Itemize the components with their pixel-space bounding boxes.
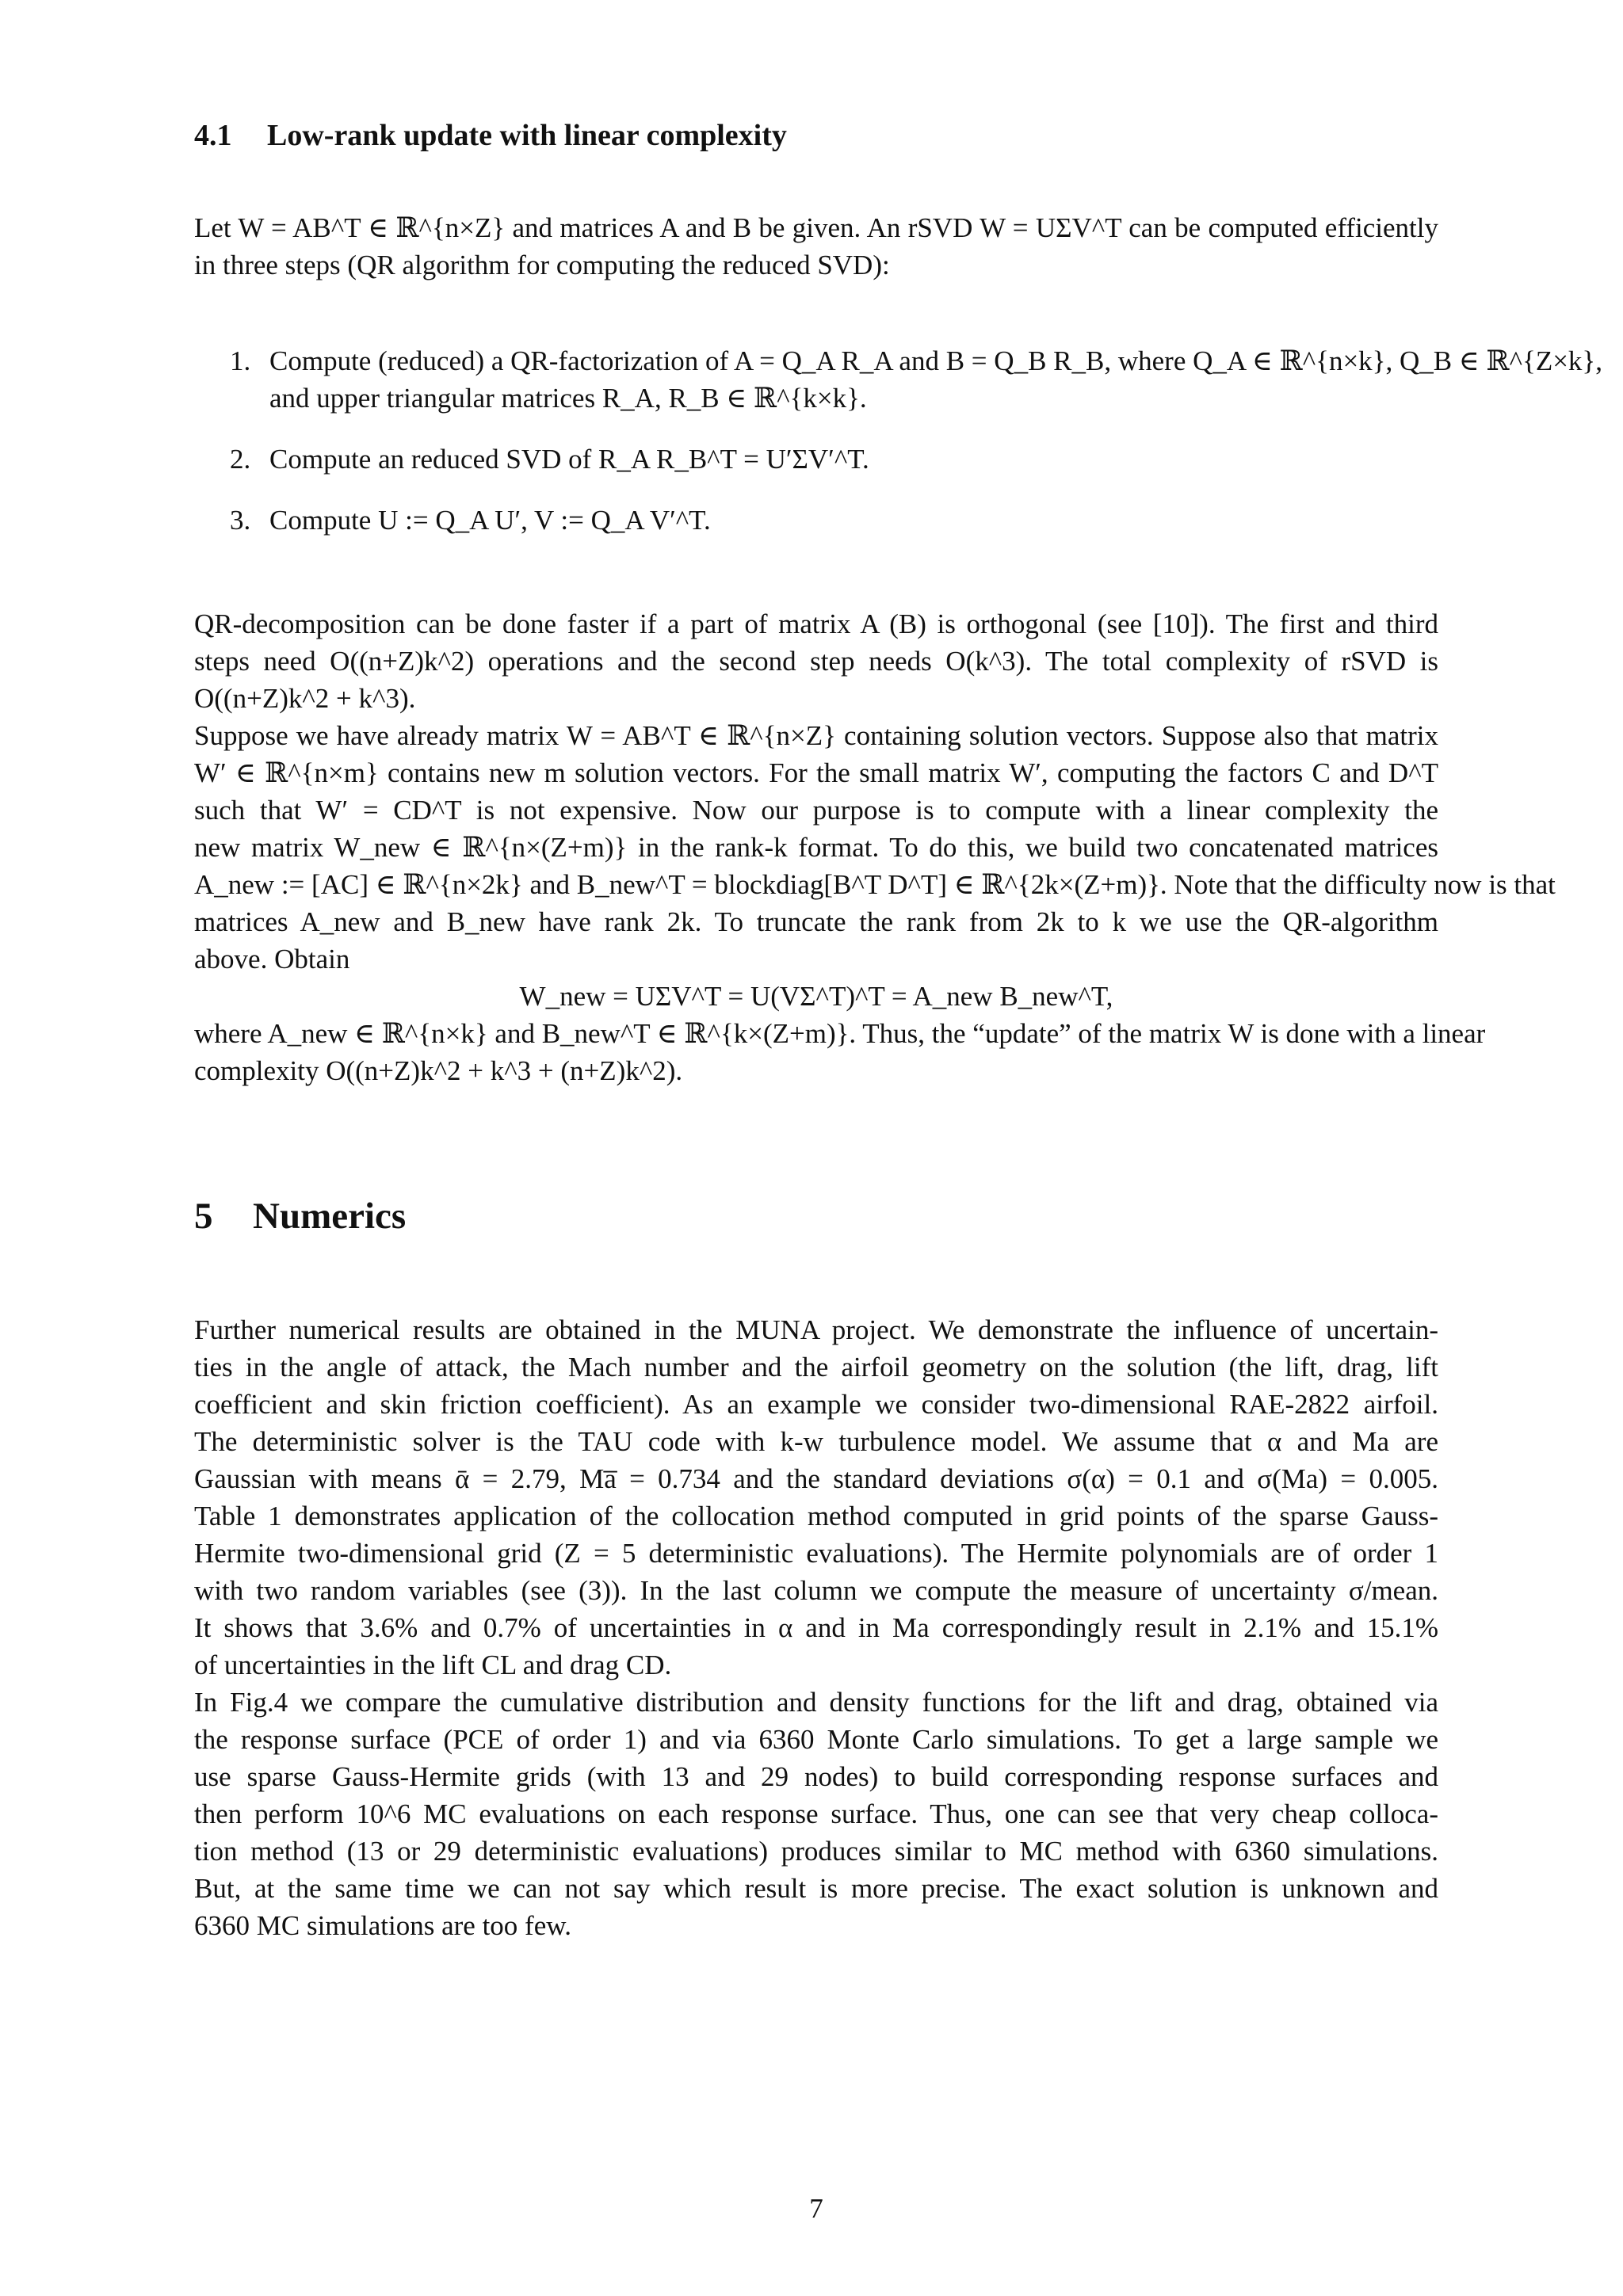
text-line: Table 1 demonstrates application of the collocation method computed in grid points of the sparse Gauss- [194, 1501, 1438, 1531]
text-line: matrices A_new and B_new have rank 2k. To truncate the rank from 2k to k we use the QR-algorithm [194, 906, 1438, 937]
list-item [194, 441, 1438, 478]
text-line: coefficient and skin friction coefficient). As an example we consider two-dimensional RAE-2822 airfoil. [194, 1389, 1438, 1420]
text-line: Suppose we have already matrix W = AB^T ∈ ℝ^{n×Z} containing solution vectors. Suppose also that matrix [194, 720, 1438, 751]
step-label: 2. [230, 444, 251, 475]
text-line: But, at the same time we can not say which result is more precise. The exact solution is unknown and [194, 1873, 1438, 1904]
text-line: in three steps (QR algorithm for computing the reduced SVD): [194, 250, 890, 280]
text-line: such that W′ = CD^T is not expensive. Now our purpose is to compute with a linear complexity the [194, 795, 1438, 826]
numerics-paragraph [194, 1311, 1438, 1944]
equation: W_new = UΣV^T = U(VΣ^T)^T = A_new B_new^T, [519, 981, 1113, 1012]
text-line: steps need O((n+Z)k^2) operations and the second step needs O(k^3). The total complexity of rSVD is [194, 646, 1438, 677]
list-item [194, 342, 1602, 417]
section-title: Numerics [253, 1196, 407, 1237]
text-line: In Fig.4 we compare the cumulative distribution and density functions for the lift and drag, obtained via [194, 1687, 1438, 1718]
text-line: Compute an reduced SVD of R_A R_B^T = U′ΣV′^T. [269, 444, 869, 475]
text-line: It shows that 3.6% and 0.7% of uncertainties in α and in Ma correspondingly result in 2.1% and 15.1% [194, 1612, 1438, 1643]
text-line: Compute U := Q_A U′, V := Q_A V′^T. [269, 505, 711, 536]
text-line: 6360 MC simulations are too few. [194, 1910, 572, 1941]
section-title: Low-rank update with linear complexity [267, 119, 787, 152]
list-item [194, 502, 1438, 539]
text-line: of uncertainties in the lift CL and drag CD. [194, 1650, 672, 1680]
text-line: where A_new ∈ ℝ^{n×k} and B_new^T ∈ ℝ^{k×(Z+m)}. Thus, the “update” of the matrix W is done with a linear [194, 1018, 1486, 1049]
text-line: Let W = AB^T ∈ ℝ^{n×Z} and matrices A and B be given. An rSVD W = UΣV^T can be computed efficiently [194, 212, 1438, 243]
text-line: with two random variables (see (3)). In the last column we compute the measure of uncertainty σ/mean. [194, 1575, 1438, 1606]
text-line: complexity O((n+Z)k^2 + k^3 + (n+Z)k^2). [194, 1055, 683, 1086]
text-line: ties in the angle of attack, the Mach number and the airfoil geometry on the solution (the lift, drag, lift [194, 1352, 1438, 1383]
text-line: new matrix W_new ∈ ℝ^{n×(Z+m)} in the rank-k format. To do this, we build two concatenated matrices [194, 832, 1438, 863]
text-line: The deterministic solver is the TAU code with k-w turbulence model. We assume that α and Ma are [194, 1426, 1438, 1457]
text-line: above. Obtain [194, 944, 350, 974]
page-number: 7 [809, 2193, 823, 2224]
text-line: Hermite two-dimensional grid (Z = 5 deterministic evaluations). The Hermite polynomials are of order 1 [194, 1538, 1438, 1569]
section-heading-5 [194, 1192, 406, 1240]
text-line: O((n+Z)k^2 + k^3). [194, 683, 416, 714]
paper-page [194, 0, 1602, 2296]
text-line: Gaussian with means ᾱ = 2.79, Ma̅ = 0.734 and the standard deviations σ(α) = 0.1 and σ(Ma) = 0.005. [194, 1463, 1438, 1494]
text-line: tion method (13 or 29 deterministic evaluations) produces similar to MC method with 6360 simulations. [194, 1836, 1438, 1867]
section-heading-4-1 [194, 116, 787, 155]
text-line: A_new := [AC] ∈ ℝ^{n×2k} and B_new^T = blockdiag[B^T D^T] ∈ ℝ^{2k×(Z+m)}. Note that the difficulty now is that [194, 869, 1556, 900]
intro-paragraph [194, 209, 1438, 284]
section-number: 4.1 [194, 119, 232, 152]
step-label: 1. [230, 345, 251, 376]
text-line: QR-decomposition can be done faster if a part of matrix A (B) is orthogonal (see [10]). The first and third [194, 608, 1438, 639]
section-number: 5 [194, 1196, 213, 1237]
algorithm-steps [194, 342, 1602, 563]
text-line: Further numerical results are obtained in the MUNA project. We demonstrate the influence of uncertain- [194, 1314, 1438, 1345]
text-line: W′ ∈ ℝ^{n×m} contains new m solution vectors. For the small matrix W′, computing the factors C and D^T [194, 757, 1438, 788]
text-line: the response surface (PCE of order 1) and via 6360 Monte Carlo simulations. To get a large sample we [194, 1724, 1438, 1755]
text-line: then perform 10^6 MC evaluations on each response surface. Thus, one can see that very cheap colloca- [194, 1798, 1438, 1829]
step-label: 3. [230, 505, 251, 536]
text-line: Compute (reduced) a QR-factorization of A = Q_A R_A and B = Q_B R_B, where Q_A ∈ ℝ^{n×k}, Q_B ∈ ℝ^{Z×k}, [269, 345, 1602, 376]
text-line: and upper triangular matrices R_A, R_B ∈ ℝ^{k×k}. [269, 383, 867, 414]
body-paragraph [194, 605, 1556, 1089]
text-line: use sparse Gauss-Hermite grids (with 13 and 29 nodes) to build corresponding response surfaces and [194, 1761, 1438, 1792]
